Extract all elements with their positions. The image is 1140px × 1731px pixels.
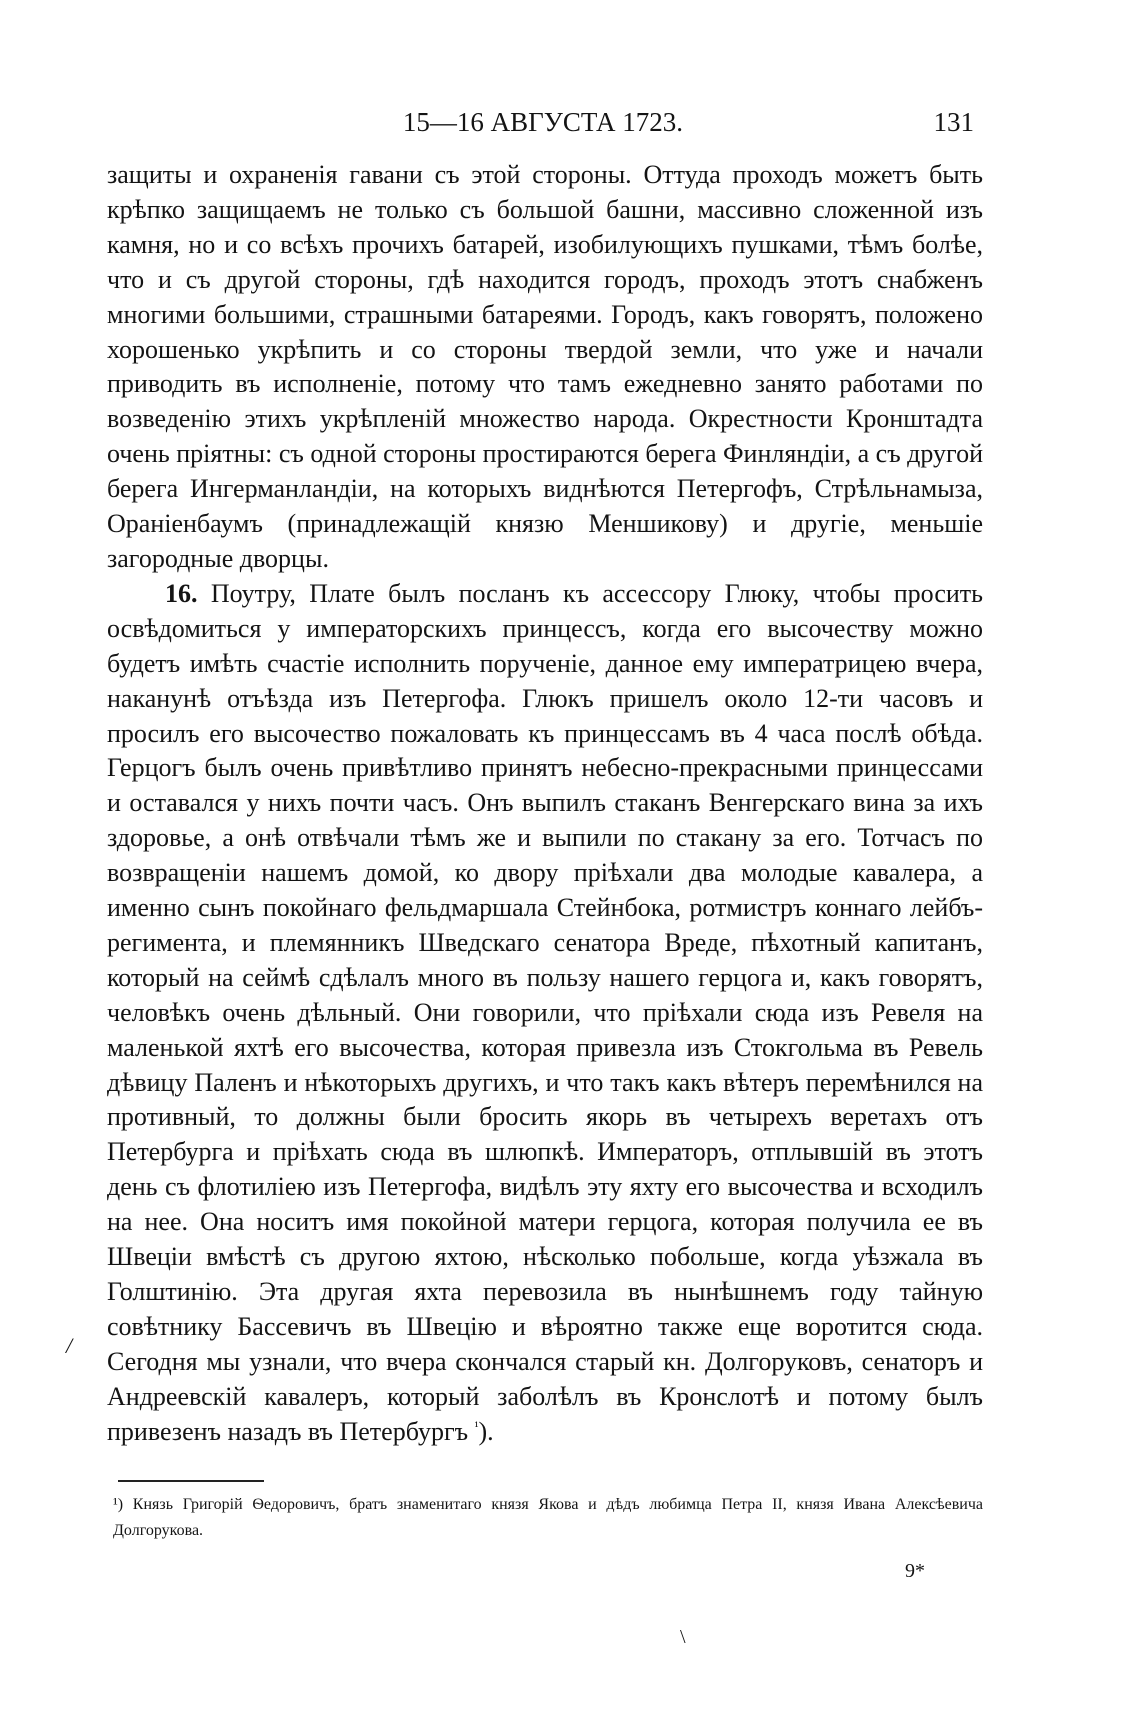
running-header (108, 102, 978, 142)
paragraph-2 (107, 577, 983, 1450)
paragraph-1 (107, 158, 983, 577)
paragraph-2-text: Поутру, Плате былъ посланъ къ ассессору Глюку, чтобы просить освѣдомиться у императорскихъ принцессъ, когда его высочеству можно будетъ имѣть счастіе исполнить порученіе, данное ему императрицею вчера, наканунѣ отъѣзда изъ Петергофа. Глюкъ пришелъ около 12-ти часовъ и просилъ его высочество пожаловать къ принцессамъ въ 4 часа послѣ обѣда. Герцогъ былъ очень привѣтливо принятъ небесно-прекрасными принцессами и оставался у нихъ почти часъ. Онъ выпилъ стаканъ Венгерскаго вина за ихъ здоровье, а онѣ отвѣчали тѣмъ же и выпили по стакану за его. Тотчасъ по возвращеніи нашемъ домой, ко двору пріѣхали два молодые кавалера, а именно сынъ покойнаго фельдмаршала Стейнбока, ротмистръ коннаго лейбъ-регимента, и племянникъ Шведскаго сенатора Вреде, пѣхотный капитанъ, который на сеймѣ сдѣлалъ много въ пользу нашего герцога и, какъ говорятъ, человѣкъ очень дѣльный. Они говорили, что пріѣхали сюда изъ Ревеля на маленькой яхтѣ его высочества, которая привезла изъ Стокгольма въ Ревель дѣвицу Паленъ и нѣкоторыхъ другихъ, и что такъ какъ вѣтеръ перемѣнился на противный, то должны были бросить якорь въ четырехъ веретахъ отъ Петербурга и пріѣхать сюда въ шлюпкѣ. Императоръ, отплывшій въ этотъ день съ флотиліею изъ Петергофа, видѣлъ эту яхту его высочества и всходилъ на нее. Она носитъ имя покойной матери герцога, которая получила ее въ Швеціи вмѣстѣ съ другою яхтою, нѣсколько побольше, когда уѣзжала въ Голштинію. Эта другая яхта перевозила въ нынѣшнемъ году тайную совѣтнику Бассевичъ въ Швецію и вѣроятно также еще воротится сюда. Сегодня мы узнали, что вчера скончался старый кн. Долгоруковъ, сенаторъ и Андреевскій кавалеръ, который заболѣлъ въ Кронслотѣ и потому былъ привезенъ назадъ въ Петербургъ (107, 578, 983, 1446)
footnote-text: Князь Григорій Ѳедоровичъ, братъ знаменитаго князя Якова и дѣдъ любимца Петра II, князя Ивана Алексѣевича Долгорукова. (113, 1496, 983, 1539)
bottom-pencil-mark: \ (680, 1626, 686, 1648)
body-text (107, 158, 983, 1450)
footnote-reference: ¹ (474, 1417, 479, 1433)
paragraph-2-tail: ). (478, 1416, 494, 1446)
printer-signature: 9* (905, 1560, 925, 1582)
footnote-marker: ¹) (113, 1496, 124, 1513)
footnote-1 (113, 1492, 983, 1544)
footnote-divider (118, 1480, 264, 1482)
margin-pencil-mark: / (66, 1333, 73, 1358)
running-title: 15—16 АВГУСТА 1723. (402, 107, 684, 137)
paragraph-1-text: защиты и охраненія гавани съ этой стороны. Оттуда проходъ можетъ быть крѣпко защищаемъ не только съ большой башни, массивно сложенной изъ камня, но и со всѣхъ прочихъ батарей, изобилующихъ пушками, тѣмъ болѣе, что и съ другой стороны, гдѣ находится городъ, проходъ этотъ снабженъ многими большими, страшными батареями. Городъ, какъ говорятъ, положено хорошенько укрѣпить и со стороны твердой земли, что уже и начали приводить въ исполненіе, потому что тамъ ежедневно занято работами по возведенію этихъ укрѣпленій множество народа. Окрестности Кронштадта очень пріятны: съ одной стороны простираются берега Финляндіи, а съ другой берега Ингерманландіи, на которыхъ виднѣются Петергофъ, Стрѣльнамыза, Ораніенбаумъ (принадлежащій князю Меншикову) и другіе, меньшіе загородные дворцы. (107, 160, 983, 573)
page-number: 131 (933, 107, 974, 137)
date-entry-number: 16. (165, 578, 198, 608)
footnotes (113, 1492, 983, 1544)
